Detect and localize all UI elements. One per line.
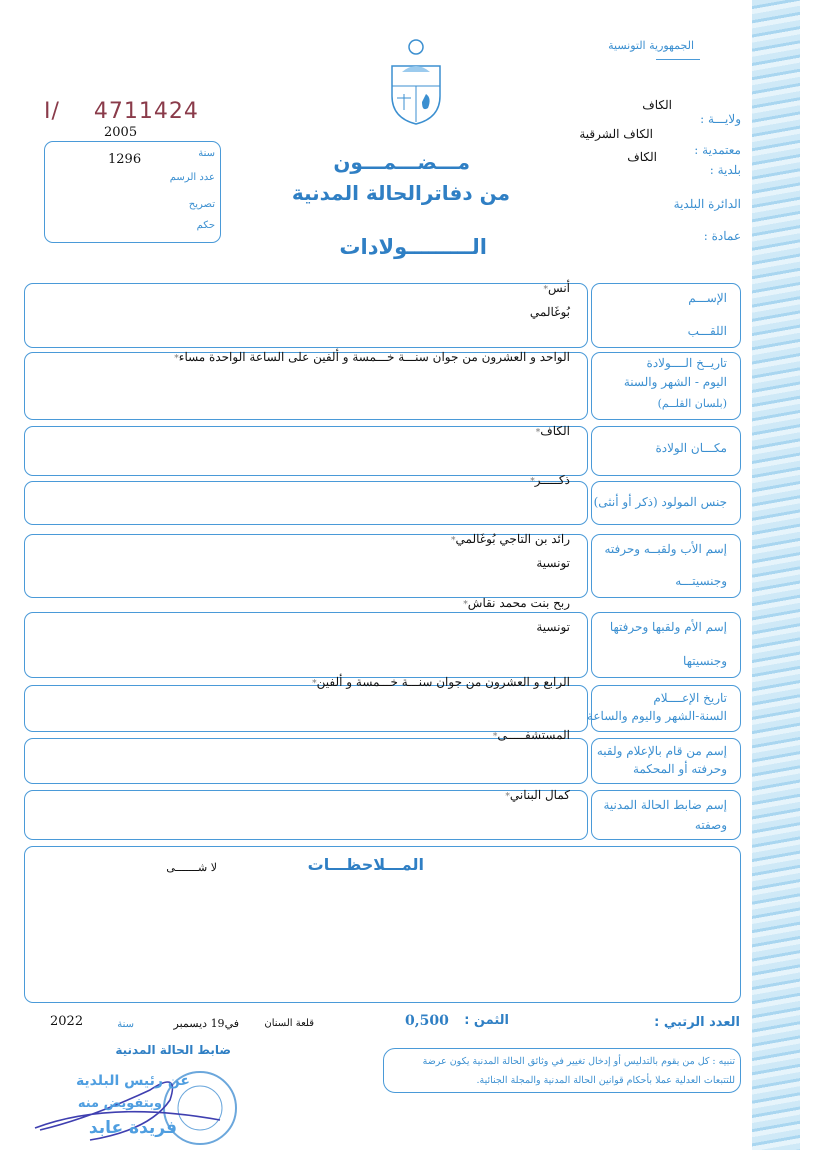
row-value: ذكـــــر *	[530, 473, 570, 490]
municipality-value: الكاف	[627, 150, 657, 164]
price-value: 0,500	[405, 1013, 449, 1029]
row-value: رائد بن التاجي بُوغَالمي *	[451, 532, 570, 549]
row-label: مكـــان الولادة	[655, 441, 727, 455]
delegation-label: معتمدية :	[694, 143, 741, 157]
row-label: إسم ضابط الحالة المدنية	[603, 798, 727, 812]
tunisia-emblem-icon	[388, 38, 444, 126]
divider	[656, 59, 700, 60]
row-label-secondary: اللقـــب	[687, 324, 727, 338]
row-value-box	[24, 283, 588, 348]
stamp-line-1: عن رئيس البلدية	[75, 1073, 190, 1089]
officer-title: ضابط الحالة المدنية	[115, 1043, 231, 1057]
row-label-secondary: وجنسيتها	[683, 654, 727, 668]
issue-place: قلعة السنان	[264, 1018, 314, 1029]
notice-line-1: تنبيه : كل من يقوم بالتدليس أو إدخال تغيير في وثائق الحالة المدنية يكون عرضة	[422, 1056, 735, 1067]
serial-prefix: I/	[44, 99, 60, 124]
row-value: الكاف *	[536, 424, 570, 441]
district-label: الدائرة البلدية	[673, 197, 741, 211]
declaration-label: تصريح	[188, 199, 215, 210]
row-value-secondary: تونسية	[536, 620, 570, 634]
row-label-secondary: وحرفته أو المحكمة	[632, 762, 727, 776]
row-label: إسم الأم ولقبها وحرفتها	[609, 620, 727, 634]
row-value-box	[24, 426, 588, 476]
row-label-secondary: اليوم - الشهر والسنة	[623, 375, 727, 389]
row-value-box	[24, 685, 588, 732]
births-title: الـــــــــولادات	[339, 235, 487, 259]
issue-year-label: سنة	[117, 1019, 134, 1030]
issue-year: 2022	[50, 1014, 84, 1029]
judgment-label: حكم	[196, 220, 215, 231]
year-label: سنة	[198, 148, 215, 159]
order-number-label: العدد الرتبي :	[654, 1015, 740, 1030]
row-label: الإســـم	[688, 291, 727, 305]
row-value: ربح بنت محمد نقاش *	[463, 596, 570, 613]
row-value: الرابع و العشرون من جوان سنـــة خـــمسة و ألفين *	[312, 675, 570, 692]
issue-date: في19 ديسمبر	[173, 1017, 239, 1030]
price-label: الثمن :	[464, 1013, 509, 1028]
municipality-label: بلدية :	[709, 163, 741, 177]
remarks-label: المـــلاحظـــات	[307, 855, 424, 874]
row-value-secondary: تونسية	[536, 556, 570, 570]
record-number-label: عدد الرسم	[169, 172, 215, 183]
republic-label: الجمهورية التونسية	[608, 39, 694, 52]
row-label: إسم من قام بالإعلام ولقبه	[596, 744, 727, 758]
row-value-box	[24, 612, 588, 678]
record-number: 1296	[108, 152, 142, 167]
stamp-line-2: وبتفويض منه	[77, 1096, 162, 1111]
registers-title: من دفاترالحالة المدنية	[291, 181, 510, 205]
row-value-secondary: بُوغَالمي	[529, 305, 570, 319]
row-label-secondary: السنة-الشهر واليوم والساعة	[586, 709, 727, 723]
row-label: تاريــخ الــــولادة	[646, 356, 727, 370]
governorate-value: الكاف	[642, 98, 672, 112]
row-value: المستشفـــــى *	[493, 728, 570, 745]
row-value: الواحد و العشرون من جوان سنـــة خـــمسة و ألفين على الساعة الواحدة مساء *	[174, 350, 570, 367]
row-value: أنس *	[544, 281, 570, 298]
row-label-tertiary: (بلسان القلــم)	[657, 397, 727, 410]
row-label: تاريخ الإعــــلام	[653, 691, 727, 705]
sector-label: عمادة :	[703, 229, 741, 243]
row-label-secondary: وصفته	[694, 818, 727, 832]
extract-title: مـــضـــمـــون	[333, 150, 470, 174]
reference-year: 2005	[104, 125, 138, 140]
row-value: كمال البناني *	[505, 788, 570, 805]
serial-number: 4711424	[93, 99, 199, 124]
notice-line-2: للتتبعات العدلية عملا بأحكام قوانين الحالة المدنية والمجلة الجنائية.	[476, 1075, 735, 1086]
row-label-secondary: وجنسيتـــه	[675, 574, 727, 588]
security-border	[752, 0, 800, 1150]
stamp-name: فريدة عابد	[88, 1118, 177, 1138]
row-label: جنس المولود (ذكر أو أنثى)	[593, 495, 727, 509]
row-label: إسم الأب ولقبــه وحرفته	[604, 542, 727, 556]
governorate-label: ولايـــة :	[700, 112, 741, 126]
row-value-box	[24, 790, 588, 840]
row-value-box	[24, 481, 588, 525]
delegation-value: الكاف الشرقية	[579, 127, 653, 141]
remarks-value: لا شـــــــى	[166, 861, 217, 874]
